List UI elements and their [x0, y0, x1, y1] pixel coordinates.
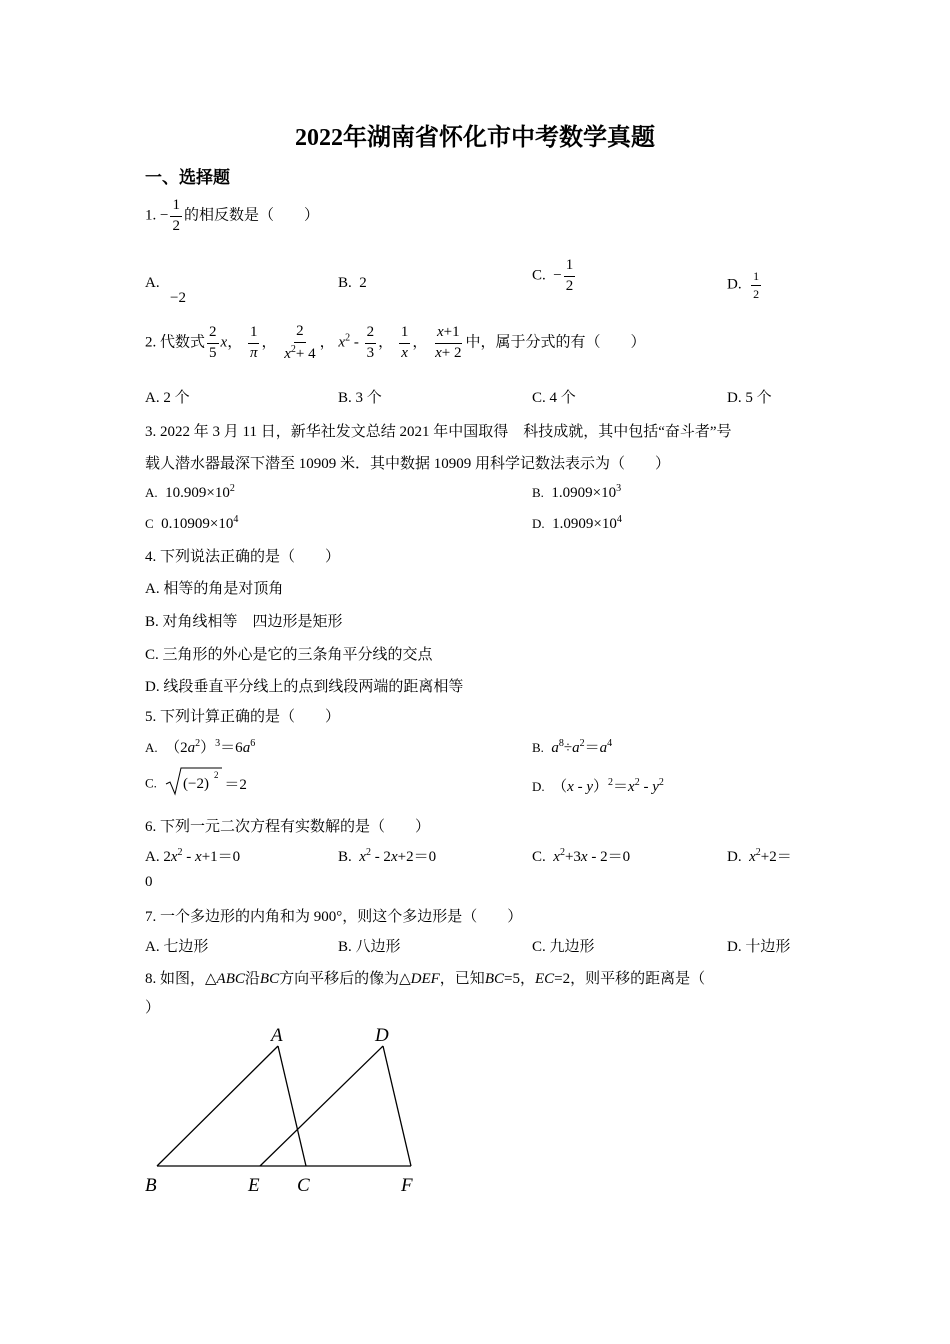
q7-option-d: D. 十边形: [727, 939, 791, 955]
q1-b-label: B.: [338, 275, 352, 291]
q2-f6-bot-rest: + 2: [441, 344, 462, 361]
q5-a-p2: ）: [200, 740, 216, 756]
q2-f4-den: 3: [366, 344, 375, 361]
q8-stem-wrap: ）: [145, 1000, 161, 1016]
q2-f3-num: 2: [294, 324, 306, 343]
q1-d-label: D.: [727, 276, 742, 293]
q7-stem: 7. 一个多边形的内角和为 900°，则这个多边形是（ ）: [145, 909, 523, 925]
q2-f2-den: [248, 344, 260, 362]
q5-c-eq: ＝2: [224, 777, 247, 793]
q1-c-num: 1: [564, 258, 576, 277]
q5-d-v4: y: [652, 779, 659, 795]
q2-frac-3: [282, 324, 317, 363]
q5-d-e3: 2: [658, 777, 664, 788]
q2-minus: -: [350, 334, 363, 351]
q1-d-den: 2: [753, 286, 760, 301]
q2-f3-rest: + 4: [295, 345, 316, 362]
q6-b-r1: - 2: [370, 849, 391, 865]
q1-option-a-value: −2: [170, 290, 186, 306]
q2-comma: ，: [378, 334, 394, 351]
q3-d-value: 1.0909×10: [552, 516, 617, 532]
q8-p1: 8. 如图，△: [145, 971, 217, 987]
q5-b-e1: 8: [558, 738, 564, 749]
q2-comma: ，: [319, 334, 335, 351]
q3-line-1: 3. 2022 年 3 月 11 日，新华社发文总结 2021 年中国取得 科技成就，其中包括“奋斗者”号: [145, 424, 732, 440]
side-ba: [157, 1046, 278, 1166]
q1-minus: −: [160, 207, 169, 224]
q8-v2: BC: [259, 971, 280, 987]
q1-c-minus: −: [553, 267, 562, 284]
q1-frac-denominator: 2: [172, 217, 180, 234]
q3-option-a: [145, 483, 235, 502]
q6-a-v: x: [170, 849, 178, 865]
q2-f6-den: [433, 344, 463, 362]
q2-var-x: x: [220, 334, 228, 351]
q6-option-c: [532, 845, 630, 866]
q2-frac-2: [248, 325, 260, 362]
q5-a-p1: （2: [165, 740, 188, 756]
side-ed: [260, 1046, 383, 1166]
q3-b-value: 1.0909×10: [551, 485, 617, 501]
q6-a-label: A. 2: [145, 849, 171, 865]
q3-option-b: [532, 483, 621, 502]
q2-frac-4: [365, 325, 377, 362]
q2-f4-num: 2: [365, 325, 377, 344]
q6-option-b: [338, 845, 436, 866]
q6-a-r1: -: [182, 849, 196, 865]
q5-stem: 5. 下列计算正确的是（ ）: [145, 709, 341, 725]
q5-a-label: A.: [145, 740, 158, 755]
q2-option-b: B. 3 个: [338, 390, 382, 406]
q2-option-c: C. 4 个: [532, 390, 576, 406]
q6-c-v: x: [553, 849, 560, 865]
q2-f5-den: [399, 344, 410, 362]
q1-stem: 的相反数是（ ）: [183, 207, 319, 224]
q3-d-label: D.: [532, 516, 545, 531]
q8-p4: ，已知: [439, 971, 485, 987]
q2-f3-den: [282, 343, 317, 363]
q1-b-value: 2: [359, 275, 367, 291]
q2-x2-exp: 2: [345, 332, 351, 344]
q3-b-exp: 3: [616, 483, 622, 494]
q6-b-v: x: [359, 849, 366, 865]
q5-d-v2: y: [586, 779, 593, 795]
q6-d-label: D.: [727, 849, 742, 865]
q2-f6-top-x: x: [436, 324, 444, 340]
q1-c-label: C.: [532, 267, 546, 284]
q5-b-label: B.: [532, 740, 544, 755]
q5-c-label: C.: [145, 775, 157, 791]
q6-option-d-wrap: 0: [145, 874, 153, 890]
q5-b-v3: a: [599, 740, 608, 756]
q5-b-v2: a: [572, 740, 580, 756]
q6-a-r2: +1＝0: [201, 849, 241, 865]
q3-c-value: 0.10909×10: [161, 516, 234, 532]
q5-d-m: -: [573, 779, 587, 795]
q1-a-label: A.: [145, 275, 160, 291]
q5-d-m2: -: [639, 779, 653, 795]
q5-a-e1: 2: [195, 738, 201, 749]
q6-b-label: B.: [338, 849, 352, 865]
q6-b-e: 2: [365, 847, 371, 858]
q1-number: 1.: [145, 207, 157, 224]
q2-f1-num: 2: [207, 325, 219, 344]
q8-p5: =5，: [503, 971, 535, 987]
q1-c-fraction: [564, 258, 576, 295]
q5-c-exp: 2: [214, 770, 219, 780]
q5-c-inner: (−2): [183, 776, 210, 792]
q8-stem: [145, 967, 705, 988]
label-b: B: [145, 1175, 157, 1196]
q3-a-label: A.: [145, 485, 158, 500]
q2-f2-pi: π: [249, 344, 258, 361]
q2-f1-den: 5: [209, 344, 217, 361]
q8-p2: 沿: [244, 971, 260, 987]
q2-f2-num: 1: [248, 325, 260, 344]
q3-d-exp: 4: [616, 514, 622, 525]
q2-option-d: D. 5 个: [727, 390, 772, 406]
q3-option-c: [145, 514, 238, 533]
q7-option-a: A. 七边形: [145, 939, 209, 955]
q6-a-v2: x: [195, 849, 202, 865]
q2-number: 2.: [145, 334, 157, 351]
question-2: [145, 324, 646, 363]
q5-d-v1: x: [567, 779, 574, 795]
q4-option-a: A. 相等的角是对顶角: [145, 581, 284, 597]
q5-a-e3: 6: [250, 738, 256, 749]
q6-stem: 6. 下列一元二次方程有实数解的是（ ）: [145, 819, 431, 835]
q2-f3-exp: 2: [290, 343, 296, 355]
label-c: C: [297, 1175, 310, 1196]
q6-c-e: 2: [559, 847, 565, 858]
q5-d-eq: ＝: [613, 779, 629, 795]
q4-option-d: D. 线段垂直平分线上的点到线段两端的距离相等: [145, 679, 464, 695]
q5-b-e3: 4: [607, 738, 613, 749]
q7-option-b: B. 八边形: [338, 939, 401, 955]
q6-c-label: C.: [532, 849, 546, 865]
q3-line-2: 载人潜水器最深下潜至 10909 米．其中数据 10909 用科学记数法表示为（ ）: [145, 456, 671, 472]
q5-b-v1: a: [551, 740, 559, 756]
q5-a-v2: a: [242, 740, 251, 756]
q6-b-v2: x: [390, 849, 398, 865]
q5-option-c: [145, 766, 247, 801]
q2-f6-bot-x: x: [435, 344, 442, 361]
q5-d-e2: 2: [634, 777, 640, 788]
q2-f5-num: 1: [399, 325, 411, 344]
radical-icon: [164, 766, 224, 796]
q1-fraction: [170, 198, 182, 235]
q2-f6-top-rest: +1: [443, 324, 460, 340]
q5-a-p3: ＝6: [220, 740, 243, 756]
q2-frac-6: [433, 325, 463, 362]
q5-option-a: [145, 736, 255, 757]
q5-d-p2: ）: [593, 779, 609, 795]
q8-v4: BC: [484, 971, 504, 987]
q1-option-c: [532, 258, 577, 295]
q3-option-d: [532, 514, 622, 533]
q1-frac-numerator: 1: [170, 198, 182, 217]
side-ac: [278, 1046, 306, 1166]
q8-p6: =2，则平移的距离是（: [554, 971, 706, 987]
q5-b-op: ÷: [563, 740, 573, 756]
q2-prefix: 代数式: [160, 334, 206, 351]
label-d: D: [375, 1025, 389, 1046]
q5-d-label: D.: [532, 779, 545, 794]
q2-comma: ，: [227, 334, 243, 351]
label-a: A: [271, 1025, 283, 1046]
q8-p3: 方向平移后的像为△: [279, 971, 411, 987]
q2-option-a: A. 2 个: [145, 390, 190, 406]
page-title: 2022年湖南省怀化市中考数学真题: [295, 125, 655, 151]
q6-b-r2: +2＝0: [397, 849, 437, 865]
q1-option-d: [727, 270, 763, 300]
q6-a-e: 2: [177, 847, 183, 858]
q2-f3-x: x: [284, 345, 291, 362]
q6-option-a: [145, 845, 240, 866]
q8-v3: DEF: [410, 971, 440, 987]
q5-option-d: [532, 775, 664, 796]
q4-option-b: B. 对角线相等 四边形是矩形: [145, 614, 343, 630]
label-f: F: [401, 1175, 413, 1196]
q5-a-v1: a: [187, 740, 196, 756]
q5-d-v3: x: [628, 779, 635, 795]
q1-d-fraction: [751, 270, 761, 300]
q3-b-label: B.: [532, 485, 544, 500]
q4-stem: 4. 下列说法正确的是（ ）: [145, 549, 341, 565]
q1-option-a: [145, 275, 160, 292]
q2-frac-5: [399, 325, 411, 362]
q6-d-v: x: [749, 849, 756, 865]
q8-v1: ABC: [216, 971, 245, 987]
q5-d-e1: 2: [608, 777, 614, 788]
q5-b-eq: ＝: [584, 740, 600, 756]
q2-comma: ，: [412, 334, 428, 351]
q6-c-r1: +3: [564, 849, 581, 865]
q2-comma: ，: [261, 334, 277, 351]
q8-v5: EC: [534, 971, 555, 987]
q7-option-c: C. 九边形: [532, 939, 595, 955]
q1-c-den: 2: [565, 277, 574, 294]
q2-frac-1: [207, 325, 219, 362]
q6-d-rest: +2＝: [760, 849, 792, 865]
q2-var-x2: x: [338, 334, 346, 351]
q5-a-e2: 3: [215, 738, 221, 749]
q3-a-value: 10.909×10: [165, 485, 230, 501]
q5-d-p1: （: [552, 779, 568, 795]
q2-stem-end: 中，属于分式的有（ ）: [465, 334, 646, 351]
q2-f5-x: x: [401, 344, 408, 361]
q1-d-num: 1: [751, 270, 761, 286]
q5-option-b: [532, 736, 612, 757]
q6-c-r2: - 2＝0: [587, 849, 631, 865]
side-df: [383, 1046, 411, 1166]
q5-b-e2: 2: [579, 738, 585, 749]
section-heading: 一、选择题: [145, 168, 230, 187]
q1-option-b: [338, 275, 367, 292]
label-e: E: [248, 1175, 260, 1196]
q2-f6-num: [435, 325, 462, 344]
q6-d-e: 2: [755, 847, 761, 858]
q4-option-c: C. 三角形的外心是它的三条角平分线的交点: [145, 647, 433, 663]
q3-c-label: C: [145, 516, 154, 531]
q5-c-sqrt: [164, 766, 224, 801]
q6-c-v2: x: [580, 849, 588, 865]
q3-a-exp: 2: [229, 483, 235, 494]
question-1: [145, 198, 319, 235]
q6-option-d: [727, 845, 792, 866]
q3-c-exp: 4: [233, 514, 239, 525]
q8-translation-figure: [135, 1020, 435, 1200]
